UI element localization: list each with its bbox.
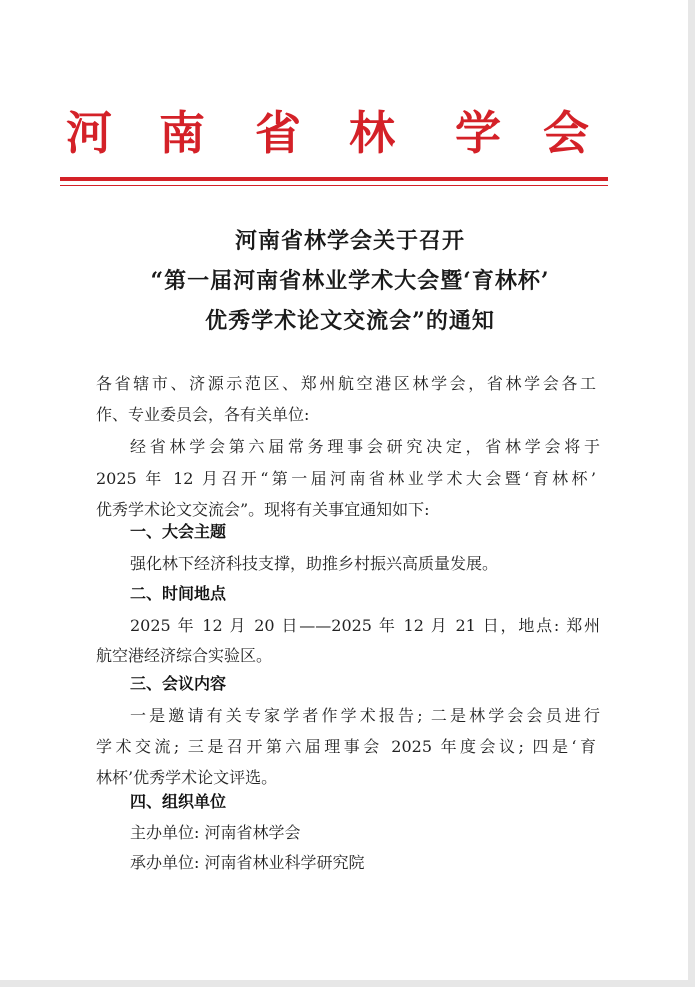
letterhead-divider-thick — [60, 177, 608, 181]
section-text: 强化林下经济科技支撑，助推乡村振兴高质量发展。 — [130, 554, 499, 573]
section-heading: 四、组织单位 — [130, 792, 227, 811]
letterhead-char: 学 — [455, 106, 501, 160]
organizer-unit: 承办单位: 河南省林业科学研究院 — [130, 853, 365, 872]
letterhead-char: 林 — [349, 106, 395, 160]
org-letterhead — [60, 100, 608, 166]
section-text: 一是邀请有关专家学者作学术报告; 二是林学会会员进行 — [130, 706, 600, 725]
section-heading: 一、大会主题 — [130, 522, 227, 541]
salutation-line: 作、专业委员会，各有关单位: — [96, 405, 310, 424]
letterhead-char: 南 — [159, 106, 205, 160]
notice-title-line: 河南省林学会关于召开 — [234, 228, 465, 254]
section-text: 学术交流; 三是召开第六届理事会 2025 年度会议; 四是‘育 — [96, 737, 596, 756]
section-heading: 二、时间地点 — [130, 584, 227, 603]
salutation-line: 各省辖市、济源示范区、郑州航空港区林学会，省林学会各工 — [96, 374, 596, 393]
section-text: 2025 年 12 月 20 日——2025 年 12 月 21 日，地点: 郑州 — [130, 616, 600, 635]
intro-line: 经省林学会第六届常务理事会研究决定，省林学会将于 — [130, 437, 600, 456]
letterhead-char: 河 — [66, 106, 112, 160]
section-text: 航空港经济综合实验区。 — [96, 646, 273, 665]
notice-title-line: 优秀学术论文交流会”的通知 — [205, 308, 495, 334]
section-text: 林杯’优秀学术论文评选。 — [96, 768, 278, 787]
intro-line: 2025 年 12 月召开“第一届河南省林业学术大会暨‘育林杯’ — [96, 469, 596, 488]
letterhead-divider-thin — [60, 185, 608, 186]
intro-line: 优秀学术论文交流会”。现将有关事宜通知如下: — [96, 500, 430, 519]
section-heading: 三、会议内容 — [130, 674, 227, 693]
letterhead-char: 省 — [255, 106, 301, 160]
notice-title-line: “第一届河南省林业学术大会暨‘育林杯’ — [150, 268, 550, 294]
host-unit: 主办单位: 河南省林学会 — [130, 823, 301, 842]
letterhead-char: 会 — [543, 106, 589, 160]
